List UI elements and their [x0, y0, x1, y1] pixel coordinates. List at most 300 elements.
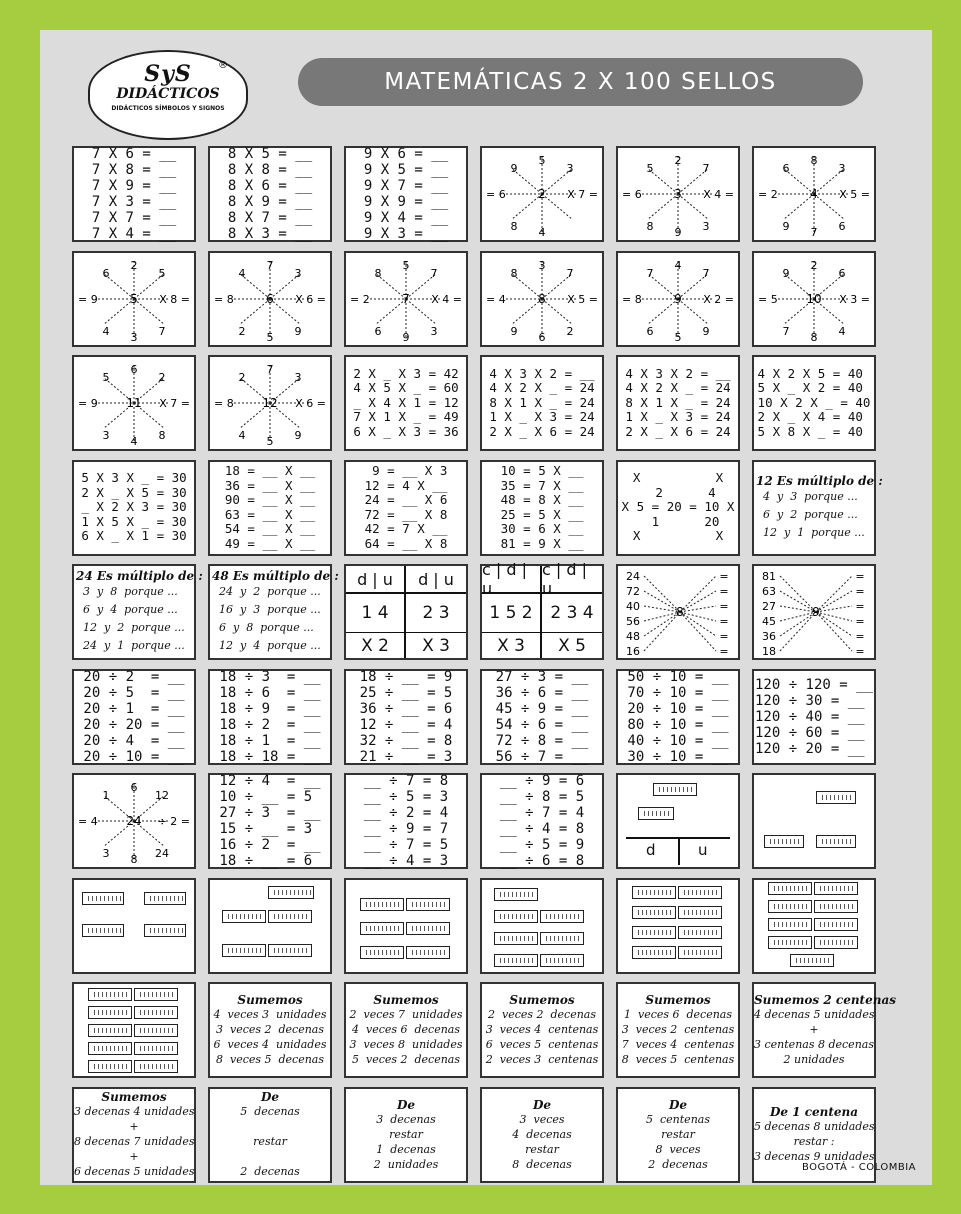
spoke-number: 9 — [294, 324, 302, 338]
spoke-number: 9 — [782, 220, 790, 233]
equation-line: 25 = 5 X __ — [500, 506, 584, 522]
equation-line: 42 = 7 X __ — [364, 521, 448, 536]
word-exercise — [618, 993, 738, 1067]
word-exercise — [346, 993, 466, 1067]
word-exercise — [74, 1090, 194, 1179]
ten-rod — [816, 791, 856, 804]
equation-line: 8 X 1 X _ = 24 — [625, 394, 731, 410]
equation-line: 70 ÷ 10 = __ — [627, 684, 729, 701]
equation-line: 7 X 7 = __ — [91, 210, 177, 226]
fan-line — [816, 612, 852, 621]
spoke-number: 2 — [238, 324, 246, 338]
exercise-heading: 12 Es múltiplo de : — [756, 473, 883, 488]
equation-line: __ ÷ 9 = 6 — [499, 773, 585, 789]
spoke-number: 5 — [538, 154, 546, 167]
star-diagram — [74, 253, 194, 345]
equation-line: 18 ÷ 2 = __ — [219, 716, 321, 733]
left-label: = 2 — [350, 292, 370, 306]
stamp-catalog-sheet — [40, 30, 932, 1185]
right-label: ÷ 2 = — [157, 815, 190, 828]
equation-line: 120 ÷ 120 = __ — [754, 676, 873, 693]
stamp-cell — [208, 982, 332, 1078]
spoke-number: 24 — [155, 847, 169, 860]
spoke-number: 2 — [810, 258, 818, 272]
brand-logo — [88, 50, 248, 140]
spoke-number: 5 — [158, 266, 166, 280]
right-label: X 7 = — [567, 188, 598, 201]
spoke-number: 3 — [130, 330, 138, 344]
equation-line: 8 X 6 = __ — [227, 178, 313, 194]
equation-line: 35 = 7 X __ — [500, 477, 584, 493]
spoke-number: 12 — [155, 789, 169, 802]
multiplier: X 5 — [542, 632, 602, 658]
equation-lines — [225, 464, 315, 551]
stamp-cell — [752, 355, 876, 451]
equation-lines — [364, 146, 448, 242]
exercise-line: 24 y 1 porque ... — [76, 639, 185, 652]
equation-line: 18 = __ X __ — [224, 463, 316, 478]
fan-line — [816, 612, 852, 651]
exercise-line: 3 decenas 9 unidades — [754, 1150, 875, 1163]
stamp-cell — [480, 460, 604, 556]
fan-line — [816, 576, 852, 612]
spoke-number: 8 — [374, 266, 382, 280]
stamp-cell — [208, 251, 332, 347]
exercise-line: 4 decenas 5 unidades — [754, 1008, 875, 1021]
exercise-line: restar — [389, 1127, 423, 1141]
place-value-number: 2 3 4 — [550, 603, 594, 623]
center-number: 4 — [810, 187, 818, 201]
equation-line: 5 X _ X 2 = 40 — [757, 380, 863, 396]
stamp-cell — [752, 146, 876, 242]
ten-rod — [790, 954, 834, 967]
equation-line: 63 = __ X __ — [224, 506, 316, 522]
stamp-cell — [616, 878, 740, 974]
exercise-line: restar : — [793, 1135, 835, 1148]
fan-line — [644, 612, 680, 651]
equation-line: 1 X _ X 3 = 24 — [625, 409, 731, 425]
equation-line: 81 = 9 X __ — [500, 535, 584, 551]
stamp-cell — [72, 251, 196, 347]
ten-rod — [134, 1024, 178, 1037]
right-label: X 6 = — [295, 292, 326, 306]
ten-rod — [222, 910, 266, 923]
equation-line: 18 ÷ 9 = __ — [219, 700, 321, 717]
logo-sub-text: DIDÁCTICOS — [116, 86, 220, 102]
ten-rod — [632, 926, 676, 939]
spoke-number: 9 — [402, 330, 410, 344]
equals-sign: = — [855, 615, 865, 628]
spoke-number: 7 — [702, 162, 710, 175]
ten-rod — [88, 1042, 132, 1055]
equation-lines — [83, 669, 184, 765]
equation-line: 9 X 6 = __ — [363, 146, 449, 162]
left-label: = 4 — [486, 292, 506, 306]
fan-line — [644, 612, 680, 621]
spoke-number: 3 — [702, 220, 710, 233]
equals-sign: = — [719, 600, 729, 613]
equals-sign: = — [719, 585, 729, 598]
ten-rod — [222, 944, 266, 957]
equation-line: 120 ÷ 40 = __ — [754, 708, 865, 725]
word-exercise — [618, 1098, 738, 1172]
left-label: = 8 — [622, 292, 642, 306]
equation-line: 20 ÷ 2 = __ — [83, 668, 185, 685]
exercise-line: 6 y 4 porque ... — [76, 603, 178, 616]
right-label: X 5 = — [567, 292, 598, 306]
equation-line: 48 = 8 X __ — [500, 492, 584, 507]
exercise-heading: 24 Es múltiplo de : — [76, 569, 203, 583]
fan-line — [680, 612, 716, 651]
spoke-number: 8 — [158, 429, 166, 442]
stamp-cell — [72, 564, 203, 660]
place-value-label: d — [646, 841, 656, 859]
ten-rod — [814, 936, 858, 949]
exercise-heading: De — [668, 1097, 688, 1112]
equation-line: 9 = __ X 3 — [364, 463, 448, 478]
exercise-line: 8 decenas 7 unidades — [74, 1135, 195, 1148]
equation-line: 4 X 3 X 2 = __ — [625, 365, 731, 381]
equation-line: __ ÷ 8 = 5 — [499, 789, 585, 805]
star-diagram — [618, 253, 738, 345]
star-diagram — [210, 253, 330, 345]
exercise-line: 3 veces 2 centenas — [621, 1023, 735, 1036]
exercise-line: 2 unidades — [783, 1053, 845, 1066]
stamp-cell — [752, 773, 876, 869]
center-number: 5 — [130, 291, 138, 306]
exercise-line: 5 centenas — [646, 1112, 710, 1126]
equation-line: 120 ÷ 60 = __ — [754, 724, 865, 741]
fan-line — [680, 612, 716, 636]
spoke-number: 9 — [702, 324, 710, 338]
ten-rod — [268, 886, 314, 899]
center-number: 12 — [262, 396, 278, 410]
spoke-number: 3 — [538, 258, 546, 272]
equals-sign: = — [855, 630, 865, 643]
equation-line: 49 = __ X __ — [224, 535, 316, 551]
spoke-number: 9 — [510, 324, 518, 338]
exercise-line: 2 decenas — [240, 1165, 300, 1178]
exercise-line: 8 veces 5 centenas — [621, 1053, 735, 1066]
ten-rod — [406, 898, 450, 911]
equation-line: 36 = __ X __ — [224, 477, 316, 493]
spoke-number: 2 — [130, 258, 138, 272]
equation-line: 64 = __ X 8 — [364, 535, 448, 551]
stamp-cell — [72, 669, 196, 765]
stamp-cell — [616, 1087, 740, 1183]
ten-rod — [360, 946, 404, 959]
base-ten-blocks — [74, 984, 194, 1076]
fan-number: 45 — [762, 615, 776, 628]
place-value-divider — [678, 837, 680, 865]
base-ten-blocks — [618, 775, 738, 867]
page-title: MATEMÁTICAS 2 X 100 SELLOS — [298, 58, 863, 106]
exercise-line — [210, 1119, 330, 1134]
spoke-number: 6 — [538, 330, 546, 344]
fan-line — [780, 612, 816, 621]
equation-line: 8 X 8 = __ — [227, 162, 313, 178]
left-label: = 5 — [758, 292, 778, 306]
place-value-header: d | u — [406, 566, 466, 594]
stamp-cell — [480, 878, 604, 974]
equation-lines — [360, 669, 453, 765]
ten-rod — [268, 944, 312, 957]
ten-rod — [268, 910, 312, 923]
registered-mark: ® — [218, 60, 228, 71]
exercise-line: 16 y 3 porque ... — [212, 603, 321, 616]
equation-lines — [364, 773, 448, 869]
place-value-table — [346, 566, 466, 658]
spoke-number: 8 — [810, 330, 818, 344]
fan-number: 63 — [762, 585, 776, 598]
fan-line — [780, 612, 816, 651]
fan-line — [680, 612, 716, 621]
equation-lines — [219, 773, 320, 869]
spoke-number: 3 — [102, 429, 110, 442]
left-label: = 9 — [78, 292, 98, 306]
equation-line: 12 ÷ __ = 4 — [359, 716, 453, 733]
exercise-line: 3 decenas 4 unidades — [74, 1105, 195, 1118]
equation-line: __ ÷ 9 = 7 — [363, 821, 449, 837]
equation-line: 56 ÷ 7 = __ — [495, 748, 589, 765]
logo-main-text: SyS — [144, 61, 192, 87]
exercise-heading: De 1 centena — [769, 1105, 859, 1119]
exercise-line: 8 decenas — [512, 1157, 572, 1171]
stamp-cell — [480, 560, 604, 660]
fan-number: 81 — [762, 570, 776, 583]
fan-line — [644, 606, 680, 612]
ten-rod — [88, 1024, 132, 1037]
equation-lines — [353, 367, 458, 440]
exercise-line: 6 decenas 5 unidades — [74, 1165, 195, 1178]
equation-line: 30 ÷ 10 = __ — [627, 748, 729, 765]
star-diagram — [210, 357, 330, 449]
center-number: 3 — [674, 187, 682, 201]
equation-line: 1 X 5 X _ = 30 — [81, 513, 187, 529]
equation-line: 8 X 7 = __ — [227, 210, 313, 226]
ten-rod — [134, 1006, 178, 1019]
equation-line: X X — [632, 528, 724, 544]
spoke-number: 9 — [510, 162, 518, 175]
base-ten-blocks — [346, 880, 466, 972]
equation-line: 2 X _ X 4 = 40 — [757, 409, 863, 425]
equation-line: 4 X 5 X _ = 60 — [353, 380, 459, 396]
stamp-cell — [344, 460, 468, 556]
stamp-cell — [344, 146, 468, 242]
equation-line: X X — [632, 470, 724, 486]
ten-rod — [814, 918, 858, 931]
spoke-number: 4 — [130, 435, 138, 448]
stamp-cell — [616, 460, 740, 556]
star-diagram — [346, 253, 466, 345]
equation-line: _ X 2 X 3 = 30 — [81, 499, 187, 515]
spoke-number: 4 — [238, 429, 246, 442]
fan-line — [780, 612, 816, 636]
spoke-number: 8 — [646, 220, 654, 233]
equation-line: 4 X 2 X _ = 24 — [489, 380, 595, 396]
equals-sign: = — [719, 630, 729, 643]
ten-rod — [134, 988, 178, 1001]
spoke-number: 9 — [674, 226, 682, 239]
exercise-line: 6 veces 4 unidades — [213, 1038, 327, 1051]
base-ten-blocks — [74, 880, 194, 972]
equation-line: 12 = 4 X __ — [364, 477, 448, 493]
equation-line: 1 20 — [636, 513, 720, 529]
exercise-line: 12 y 4 porque ... — [212, 639, 321, 652]
equation-line: __ ÷ 5 = 9 — [499, 837, 585, 853]
equals-sign: = — [855, 600, 865, 613]
equation-line: __ ÷ 6 = 8 — [499, 853, 585, 869]
equation-line: 120 ÷ 30 = __ — [754, 692, 865, 709]
base-ten-blocks — [754, 880, 874, 972]
exercise-line: restar — [253, 1135, 287, 1148]
ten-rod — [678, 886, 722, 899]
footer-location: BOGOTÁ - COLOMBIA — [801, 1162, 916, 1173]
stamp-cell — [480, 355, 604, 451]
equation-line: 15 ÷ __ = 3 — [219, 821, 313, 837]
equation-line: 72 = __ X 8 — [364, 506, 448, 522]
equation-line: 18 ÷ __ = 6 — [219, 853, 313, 869]
spoke-number: 2 — [566, 324, 574, 338]
spoke-number: 6 — [130, 781, 138, 794]
equation-line: 2 X _ X 6 = 24 — [489, 423, 595, 439]
exercise-heading: De — [396, 1097, 416, 1112]
spoke-number: 6 — [102, 266, 110, 280]
center-number: 9 — [674, 291, 682, 306]
exercise-line: 7 veces 4 centenas — [621, 1038, 735, 1051]
equation-line: 2 X _ X 5 = 30 — [81, 484, 187, 500]
left-label: = 2 — [758, 188, 778, 201]
ten-rod — [144, 892, 186, 905]
stamp-cell — [72, 460, 196, 556]
fan-number: 40 — [626, 600, 640, 613]
exercise-line: 3 y 8 porque ... — [76, 585, 178, 598]
stamp-cell — [344, 355, 468, 451]
stamp-cell — [344, 1087, 468, 1183]
spoke-number: 3 — [566, 162, 574, 175]
exercise-line: restar — [525, 1142, 559, 1156]
spoke-number: 2 — [238, 371, 246, 384]
ten-rod — [768, 918, 812, 931]
stamp-cell — [72, 878, 196, 974]
star-diagram — [754, 148, 874, 240]
equation-line: 72 ÷ 8 = __ — [495, 732, 589, 749]
place-value-header: d | u — [346, 566, 406, 594]
exercise-line: 4 decenas — [512, 1127, 572, 1141]
exercise-line: restar — [661, 1127, 695, 1141]
spoke-number: 3 — [838, 162, 846, 175]
ten-rod — [494, 888, 538, 901]
spoke-number: 3 — [430, 324, 438, 338]
stamp-cell — [208, 773, 332, 869]
multiple-exercise — [754, 473, 883, 542]
stamp-cell — [480, 146, 604, 242]
fan-line — [816, 612, 852, 636]
stamp-cell — [208, 146, 332, 242]
equation-line: 2 4 — [640, 484, 716, 500]
fan-line — [680, 606, 716, 612]
stamp-cell — [344, 982, 468, 1078]
equation-lines — [758, 367, 871, 440]
exercise-line: 3 centenas 8 decenas — [754, 1038, 874, 1051]
stamp-cell — [344, 564, 468, 660]
stamp-cell — [616, 773, 740, 869]
equation-line: 2 X _ X 3 = 42 — [353, 365, 459, 381]
stamp-cell — [616, 251, 740, 347]
stamp-cell — [752, 982, 896, 1078]
stamp-cell — [752, 669, 876, 765]
stamp-cell — [616, 146, 740, 242]
center-number: 10 — [806, 291, 822, 306]
ten-rod — [360, 898, 404, 911]
stamp-cell — [480, 251, 604, 347]
equation-line: 32 ÷ __ = 8 — [359, 732, 453, 749]
exercise-line: 24 y 2 porque ... — [212, 585, 321, 598]
logo-tagline: DIDÁCTICOS SÍMBOLOS Y SIGNOS — [111, 105, 225, 112]
stamp-cell — [480, 982, 604, 1078]
stamp-cell — [616, 564, 740, 660]
equation-line: 30 = 6 X __ — [500, 521, 584, 536]
equation-line: 5 X 8 X _ = 40 — [757, 423, 863, 439]
equation-line: 6 X _ X 3 = 36 — [353, 423, 459, 439]
spoke-number: 3 — [102, 847, 110, 860]
place-value-number: 2 3 — [422, 603, 450, 623]
left-label: = 8 — [214, 292, 234, 306]
equation-line: 27 ÷ 3 = __ — [495, 668, 589, 685]
stamp-cell — [752, 460, 883, 556]
spoke-number: 2 — [674, 154, 682, 167]
left-label: = 9 — [78, 397, 98, 410]
equation-line: 21 ÷ __ = 3 — [359, 748, 453, 765]
multiplier: X 3 — [482, 632, 542, 658]
spoke-number: 4 — [238, 266, 246, 280]
exercise-line: 5 decenas — [240, 1105, 300, 1118]
equation-line: 2 X _ X 6 = 24 — [625, 423, 731, 439]
exercise-line: 3 veces 2 decenas — [215, 1023, 325, 1036]
stamp-cell — [208, 878, 332, 974]
stamp-cell — [208, 460, 332, 556]
stamp-cell — [344, 669, 468, 765]
spoke-number: 7 — [266, 258, 274, 272]
stamp-cell — [616, 982, 740, 1078]
equation-line: 7 X 8 = __ — [91, 162, 177, 178]
equals-sign: = — [719, 615, 729, 628]
spoke-number: 7 — [810, 226, 818, 239]
equation-line: 12 ÷ 4 = __ — [219, 773, 321, 789]
base-ten-blocks — [618, 880, 738, 972]
spoke-number: 5 — [102, 371, 110, 384]
stamp-cell — [72, 773, 196, 869]
stamp-cell — [208, 564, 339, 660]
spoke-number: 2 — [158, 371, 166, 384]
equation-lines — [365, 464, 448, 551]
exercise-heading: Sumemos — [509, 993, 575, 1007]
spoke-number: 4 — [674, 258, 682, 272]
word-exercise — [754, 993, 896, 1067]
left-label: = 4 — [78, 815, 98, 828]
left-label: = 6 — [486, 188, 506, 201]
equals-sign: = — [855, 570, 865, 583]
spoke-number: 7 — [702, 266, 710, 280]
equation-line: 54 ÷ 6 = __ — [495, 716, 589, 733]
equation-line: 54 = __ X __ — [224, 521, 316, 536]
equation-lines — [92, 146, 176, 242]
fan-line — [644, 612, 680, 636]
equation-line: 18 ÷ __ = 9 — [359, 668, 453, 685]
ten-rod — [653, 783, 697, 796]
right-label: X 7 = — [159, 397, 190, 410]
exercise-line: 3 decenas — [376, 1112, 436, 1126]
